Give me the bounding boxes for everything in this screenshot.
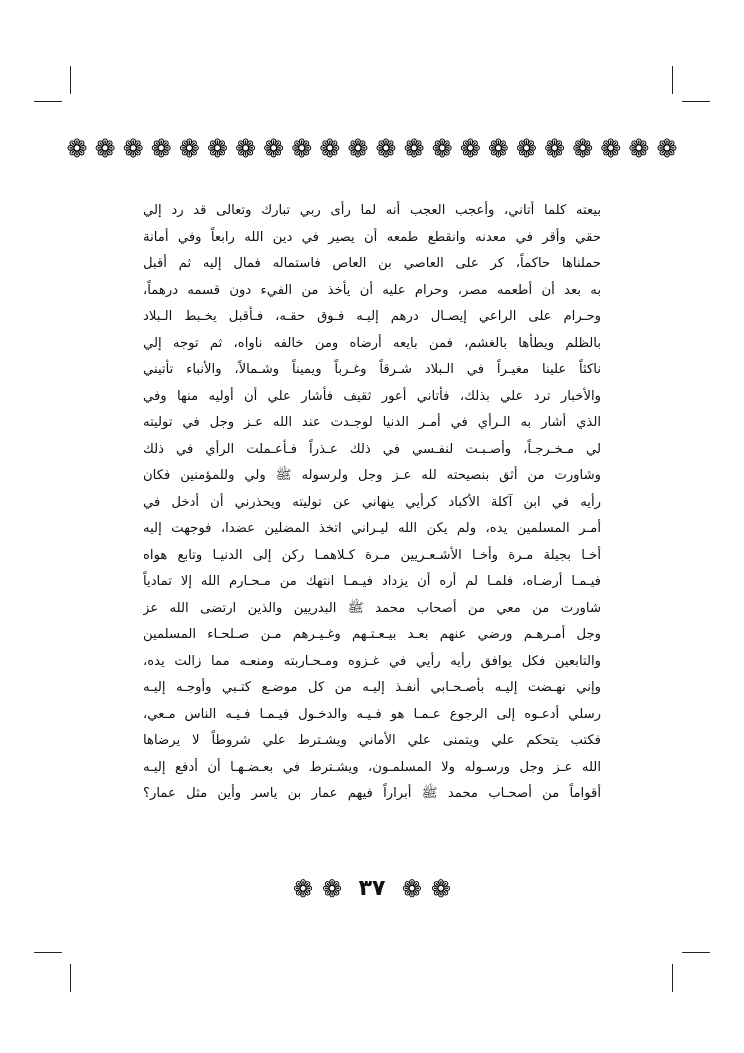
flower-ornament-icon: ❁ [628,134,650,163]
flower-ornament-icon: ❁ [403,134,425,163]
flower-ornament-icon: ❁ [150,134,172,163]
text-line: فيـمـا أرضـاه، فلمـا لم أره أن يزداد فيـمـا انتهك من مـحـارم الله إلا تمادياً [143,574,601,589]
flower-ornament-icon: ❁ [459,134,481,163]
crop-mark-top-right-horizontal [682,101,710,102]
crop-mark-top-left-vertical [70,66,71,94]
flower-ornament-icon: ❁ [600,134,622,163]
text-line: فكتب يتحكم علي ويتمنى علي الأماني ويشـترط علي شروطاً لا يرضاها [143,733,601,748]
text-line: رأيه في ابن آكلة الأكباد كرأيي ينهاني عن توليته ويحذرني أن أدخل في [143,494,601,510]
text-line: وحـرام على الراعي إيصـال درهم إليـه فـوق حقـه، فـأقبل يخـبط الـبلاد [143,309,601,324]
crop-mark-top-left-horizontal [34,101,62,102]
flower-ornament-icon: ❁ [235,134,257,163]
flower-ornament-icon: ❁ [656,134,678,163]
flower-ornament-icon: ❁ [178,134,200,163]
footer-ornament-icon: ❁ [401,875,422,903]
flower-ornament-icon: ❁ [544,134,566,163]
text-line: والأخبار ترد علي بذلك، فأتاني أعور ثقيف فأشار علي أن أوليه منها وفي [143,388,601,404]
text-line: أخـا بجيلة مـرة وأخـا الأشـعـريين مـرة كـلاهمـا ركن إلى الدنيـا وتابع هواه [143,547,601,563]
flower-ornament-icon: ❁ [487,134,509,163]
text-line: والتابعين فكل يوافق رأيه رأيي في غـزوه ومـحـاربته ومنعـه مما زالت يده، [143,653,601,669]
flower-ornament-icon: ❁ [516,134,537,163]
footer-ornament-icon: ❁ [293,875,314,903]
text-line: حملناها حاكماً، كر على العاصي بن العاص فاستماله فمال إليه ثم أقبل [143,256,601,271]
crop-mark-bottom-left-horizontal [34,952,62,953]
header-ornament-border [64,134,680,164]
text-line: رسلي أدعـوه إلى الرجوع عـمـا هو فـيـه والدخـول فيـمـا فـيـه الناس مـعي، [143,706,601,722]
text-line: الله عـز وجل ورسـوله ولا المسلمـون، ويشـترط في بعـضـهـا أن أدفع إليـه [143,759,601,775]
text-line: ناكثاً علينا مغيـراً في الـبلاد شـرقاً وغـرباً ويميناً وشـمالاً، والأنباء تأتيني [143,362,601,377]
text-line: الذي أشار به الـرأي في أمـر الدنيا لوجـدت عند الله عـز وجل في توليته [143,415,601,430]
flower-ornament-icon: ❁ [431,134,453,163]
text-line: أقواماً من أصحـاب محمد ﷺ أبراراً فيهم عمار بن ياسر وأين مثل عمار؟ [143,786,601,801]
text-line: شاورت من معي من أصحاب محمد ﷺ البدريين والذين ارتضى الله عز [143,600,601,616]
text-line: وإني نهـضت إليـه بأصـحـابي أنفـذ إليـه من كل موضـع كتـبي وأوجـه إليـه [143,680,601,695]
crop-mark-bottom-left-vertical [70,964,71,992]
page-body-text [143,198,601,808]
crop-mark-bottom-right-vertical [672,964,673,992]
page-number: ٣٧ [358,876,386,901]
text-line: بالظلم ويطأها بالغشم، فمن بايعه أرضاه ومن خالفه ناواه، ثم توجه إلي [143,335,601,351]
flower-ornament-icon: ❁ [572,134,594,163]
flower-ornament-icon: ❁ [66,134,88,163]
text-line: وشاورت من أثق بنصيحته لله عـز وجل ولرسوله ﷺ ولي وللمؤمنين فكان [143,468,601,483]
flower-ornament-icon: ❁ [122,134,144,163]
flower-ornament-icon: ❁ [319,134,341,163]
footer-ornament-icon: ❁ [430,875,451,903]
text-line: أمـر المسلمين يده، ولم يكن الله ليـراني اتخذ المضلين عضدا، فوجهت إليه [143,521,601,536]
flower-ornament-icon: ❁ [291,134,313,163]
crop-mark-bottom-right-horizontal [682,952,710,953]
text-line: حقي وأقر في معدنه وانقطع طمعه أن يصير في دين الله رابعاً وفي أمانة [143,229,601,245]
flower-ornament-icon: ❁ [263,134,285,163]
footer-ornament-icon: ❁ [322,875,343,903]
flower-ornament-icon: ❁ [206,134,228,163]
flower-ornament-icon: ❁ [347,134,369,163]
page-footer [0,874,744,904]
text-line: به بعد أن أطعمه مصر، وحرام عليه أن يأخذ من الفيء دون قسمه درهماً، [143,282,601,298]
text-line: وجل أمـرهـم ورضي عنهم بعـد بيـعـتـهم وغـيـرهم مـن صـلحـاء المسلمين [143,627,601,642]
text-line: لي مـخـرجـاً، وأصـبـت لنفـسي في ذلك عـذراً فـأعـملت الرأي في ذلك [143,441,601,457]
crop-mark-top-right-vertical [672,66,673,94]
flower-ornament-icon: ❁ [375,134,397,163]
flower-ornament-icon: ❁ [94,134,116,163]
text-line: بيعته كلما أتاني، وأعجب العجب أنه لما رأى ربي تبارك وتعالى قد رد إلي [143,203,601,218]
